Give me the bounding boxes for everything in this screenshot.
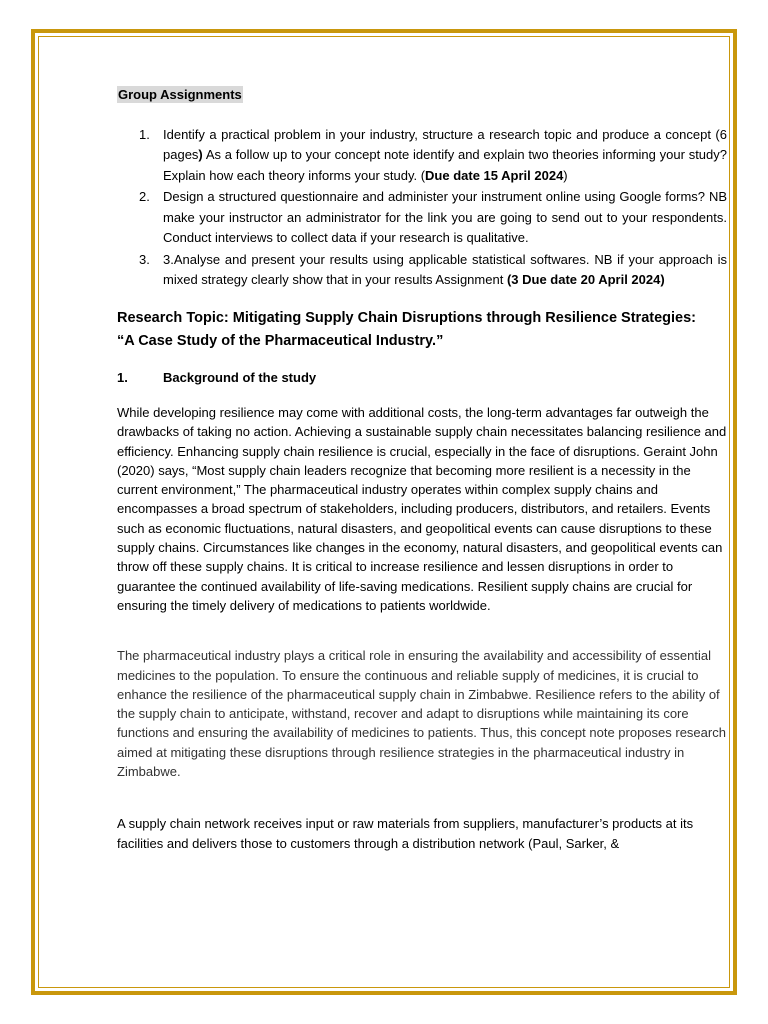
assignment-text-bold: ) xyxy=(198,147,203,162)
assignment-text: Identify a practical problem in your industry, structure a research topic and produce a concept (6 pages xyxy=(163,126,727,162)
list-item-number: 1. xyxy=(139,126,150,142)
assignment-text: 3.Analyse and present your results using applicable statistical softwares. NB if your approach is mixed strategy clearly show that in your results Assignment xyxy=(163,251,727,287)
assignment-text: Design a structured questionnaire and administer your instrument online using Google forms? NB make your instructor an administrator for the link you are going to send out to your respondents. Conduct interviews to collect data if your research is qualitative. xyxy=(163,189,727,245)
research-topic xyxy=(117,307,727,353)
paragraph: The pharmaceutical industry plays a critical role in ensuring the availability and accessibility of essential medicines to the population. To ensure the continuous and reliable supply of medicines, it is crucial to enhance the resilience of the pharmaceutical supply chain in Zimbabwe. Resilience refers to the ability of the supply chain to anticipate, withstand, recover and adapt to disruptions while maintaining its core functions and ensuring the availability of medicines to patients. Thus, this concept note proposes research aimed at mitigating these disruptions through resilience strategies in the pharmaceutical industry in Zimbabwe. xyxy=(117,648,726,780)
assignment-text-end: ) xyxy=(563,167,568,183)
list-item-number: 2. xyxy=(139,189,150,204)
due-date: (3 Due date 20 April 2024) xyxy=(506,272,665,287)
list-item xyxy=(117,125,727,187)
list-item xyxy=(117,250,727,291)
group-assignments-heading: Group Assignments xyxy=(118,87,242,102)
assignment-list xyxy=(117,125,727,291)
due-date: Due date 15 April 2024 xyxy=(425,167,564,183)
paragraph: While developing resilience may come with additional costs, the long-term advantages far outweigh the drawbacks of taking no action. Achieving a sustainable supply chain necessitates balancing resilience and efficiency. Enhancing supply chain resilience is crucial, especially in the face of disruptions. Geraint John (2020) says, “Most supply chain leaders recognize that becoming more resilient is a necessity in the current environment,” The pharmaceutical industry operates within complex supply chains and encompasses a broad spectrum of stakeholders, including producers, distributors, and retailers. Events such as economic fluctuations, natural disasters, and geopolitical events can cause disruptions to these supply chains. Circumstances like changes in the economy, natural disasters, and geopolitical events can throw off these supply chains. It is critical to increase resilience and lessen disruptions in order to guarantee the continued availability of life-saving medications. Resilient supply chains are crucial for ensuring the timely delivery of medications to patients worldwide. xyxy=(117,405,727,613)
research-topic-line2: “A Case Study of the Pharmaceutical Industry.” xyxy=(117,332,444,349)
list-item xyxy=(117,187,727,249)
section-heading xyxy=(117,368,727,388)
assignment-text-cont: As a follow up to your concept note identify and explain two theories informing your study? Explain how each theory informs your study. ( xyxy=(163,147,727,183)
document-body xyxy=(117,84,727,853)
research-topic-line1: Research Topic: Mitigating Supply Chain Disruptions through Resilience Strategies: xyxy=(117,309,697,326)
section-title: Background of the study xyxy=(163,369,317,385)
list-item-number: 3. xyxy=(139,251,150,267)
section-number: 1. xyxy=(117,369,128,385)
paragraph: A supply chain network receives input or raw materials from suppliers, manufacturer’s products at its facilities and delivers those to customers through a distribution network (Paul, Sarker, & xyxy=(117,816,694,851)
